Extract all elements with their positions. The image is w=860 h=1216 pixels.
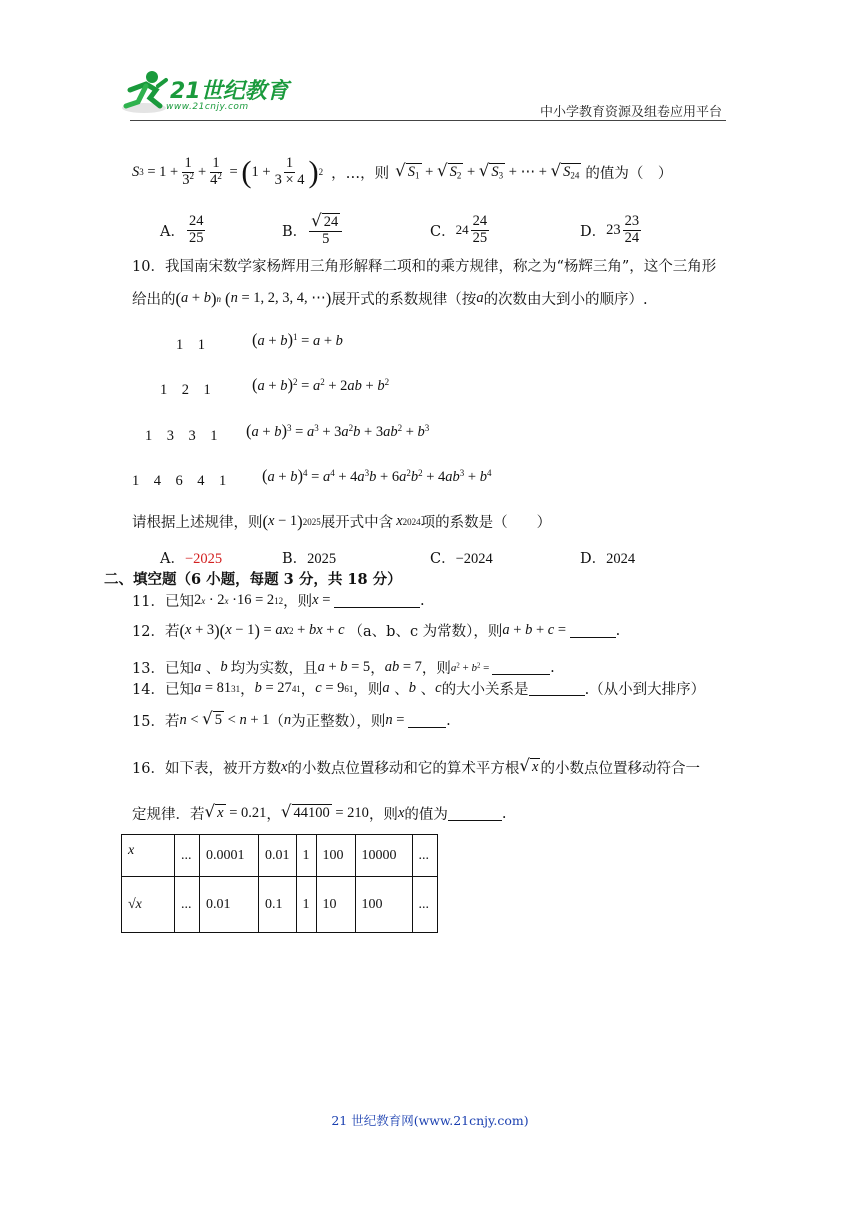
table-cell: x bbox=[122, 835, 175, 877]
q10-option-b: B．2025 bbox=[282, 551, 337, 567]
logo bbox=[120, 66, 290, 122]
triangle-row-4: 1 4 6 4 1 bbox=[132, 473, 227, 489]
triangle-row-3: 1 3 3 1 bbox=[145, 428, 218, 444]
q14-answer-blank[interactable] bbox=[529, 681, 585, 696]
q16-line1: 16．如下表，被开方数 x 的小数点位置移动和它的算术平方根 √ x 的小数点位置移动符合一 bbox=[132, 756, 700, 777]
triangle-row-1: 1 1 bbox=[176, 337, 205, 353]
table-row bbox=[122, 835, 438, 877]
q9-option-d: D． 23 $\frac{23}{24}$ bbox=[580, 213, 640, 246]
q13-answer-blank[interactable] bbox=[492, 660, 550, 675]
header-platform: 中小学教育资源及组卷应用平台 bbox=[540, 105, 723, 120]
q11: 11．已知 2 x · 2 x ·16 = 2 12 ，则 x = . bbox=[132, 592, 425, 610]
section-title: 二、填空题（6 小题，每题 3 分，共 18 分） bbox=[104, 571, 402, 588]
header-rule bbox=[130, 120, 726, 121]
footer-link[interactable]: 21 世纪教育网(www.21cnjy.com) bbox=[331, 1113, 529, 1128]
q10-option-c: C．−2024 bbox=[430, 551, 493, 567]
q10-option-d: D．2024 bbox=[580, 551, 636, 567]
triangle-eq-4: $(a + b)^4 = a^4 + 4a^3b + 6a^2b^2 + 4ab^3 + b^4$ bbox=[262, 466, 492, 485]
table-cell: 100 bbox=[355, 877, 412, 933]
table-cell: 0.01 bbox=[200, 877, 259, 933]
q9-ellipsis: ，…，则 bbox=[331, 165, 390, 182]
triangle-eq-1: $(a + b)^1 = a + b$ bbox=[252, 330, 343, 349]
q12: 12．若 ( x + 3 ) ( x − 1 ) = ax 2 + bx + c （a、b、c 为常数），则 a + b + c = . bbox=[132, 620, 621, 640]
sqrt-table bbox=[121, 834, 438, 933]
table-cell: 1 bbox=[296, 835, 316, 877]
q9-option-c: C． 24 $\frac{24}{25}$ bbox=[430, 213, 488, 246]
q10-option-a: A．−2025 bbox=[160, 551, 223, 567]
logo-title: 21世纪教育 bbox=[170, 79, 289, 104]
q15-answer-blank[interactable] bbox=[408, 713, 446, 728]
q14: 14．已知 a = 81 31 ， b = 27 41 ， c = 9 61 ，则 a 、 b 、 c 的大小关系是 .（从小到大排序） bbox=[132, 680, 706, 698]
q9-option-b: B． √ 24 5 bbox=[282, 210, 344, 250]
logo-url: www.21cnjy.com bbox=[166, 102, 249, 112]
q15: 15．若 n < √ 5 < n + 1 （ n 为正整数），则 n = . bbox=[132, 709, 451, 730]
triangle-row-2: 1 2 1 bbox=[160, 382, 211, 398]
triangle-eq-3: $(a + b)^3 = a^3 + 3a^2b + 3ab^2 + b^3$ bbox=[246, 421, 430, 440]
q12-answer-blank[interactable] bbox=[570, 623, 616, 638]
table-row bbox=[122, 877, 438, 933]
table-cell: 0.0001 bbox=[200, 835, 259, 877]
q9-suffix: 的值为（ ） bbox=[585, 165, 673, 182]
q10-line2: 给出的 ( a + b ) n ( n = 1, 2, 3, 4, ⋯ ) 展开式的系数规律（按 a 的次数由大到小的顺序）. bbox=[132, 288, 648, 308]
table-cell: 10 bbox=[316, 877, 355, 933]
table-cell: 10000 bbox=[355, 835, 412, 877]
table-cell: √x bbox=[122, 877, 175, 933]
q11-answer-blank[interactable] bbox=[334, 593, 420, 608]
q9-formula-line: S 3 = 1 + $\frac{1}{3^2}$ + $\frac{1}{4^2}$ = ( 1 + $\frac{1}{3 \times 4}$ ) 2 ，…，则 √ $S_1$ + √ $S_2$ + √ $S_3$ + ⋯ + √ $S_{24}$ 的值为（ ） bbox=[132, 154, 673, 189]
q10-line1: 10．我国南宋数学家杨辉用三角形解释二项和的乘方规律，称之为“杨辉三角”，这个三角形 bbox=[132, 259, 717, 275]
q16-line2: 定规律．若 √ x = 0.21 ， √ 44100 = 210 ，则 x 的值为 . bbox=[132, 802, 507, 823]
table-cell: 100 bbox=[316, 835, 355, 877]
q13: 13．已知 a 、 b 均为实数，且 a + b = 5 ， ab = 7 ，则 $a^2 + b^2$ = . bbox=[132, 659, 555, 677]
table-cell: ... bbox=[175, 877, 200, 933]
table-cell: 0.01 bbox=[259, 835, 297, 877]
table-cell: ... bbox=[412, 835, 437, 877]
q9-option-a: A． $\frac{24}{25}$ bbox=[160, 213, 204, 246]
table-cell: ... bbox=[412, 877, 437, 933]
table-cell: ... bbox=[175, 835, 200, 877]
q10-prompt: 请根据上述规律，则 ( x − 1 ) 2025 展开式中含 x 2024 项的系数是（ ） bbox=[132, 511, 552, 531]
table-cell: 0.1 bbox=[259, 877, 297, 933]
logo-runner-icon bbox=[120, 68, 172, 116]
q16-answer-blank[interactable] bbox=[448, 806, 502, 821]
table-cell: 1 bbox=[296, 877, 316, 933]
triangle-eq-2: $(a + b)^2 = a^2 + 2ab + b^2$ bbox=[252, 375, 390, 394]
